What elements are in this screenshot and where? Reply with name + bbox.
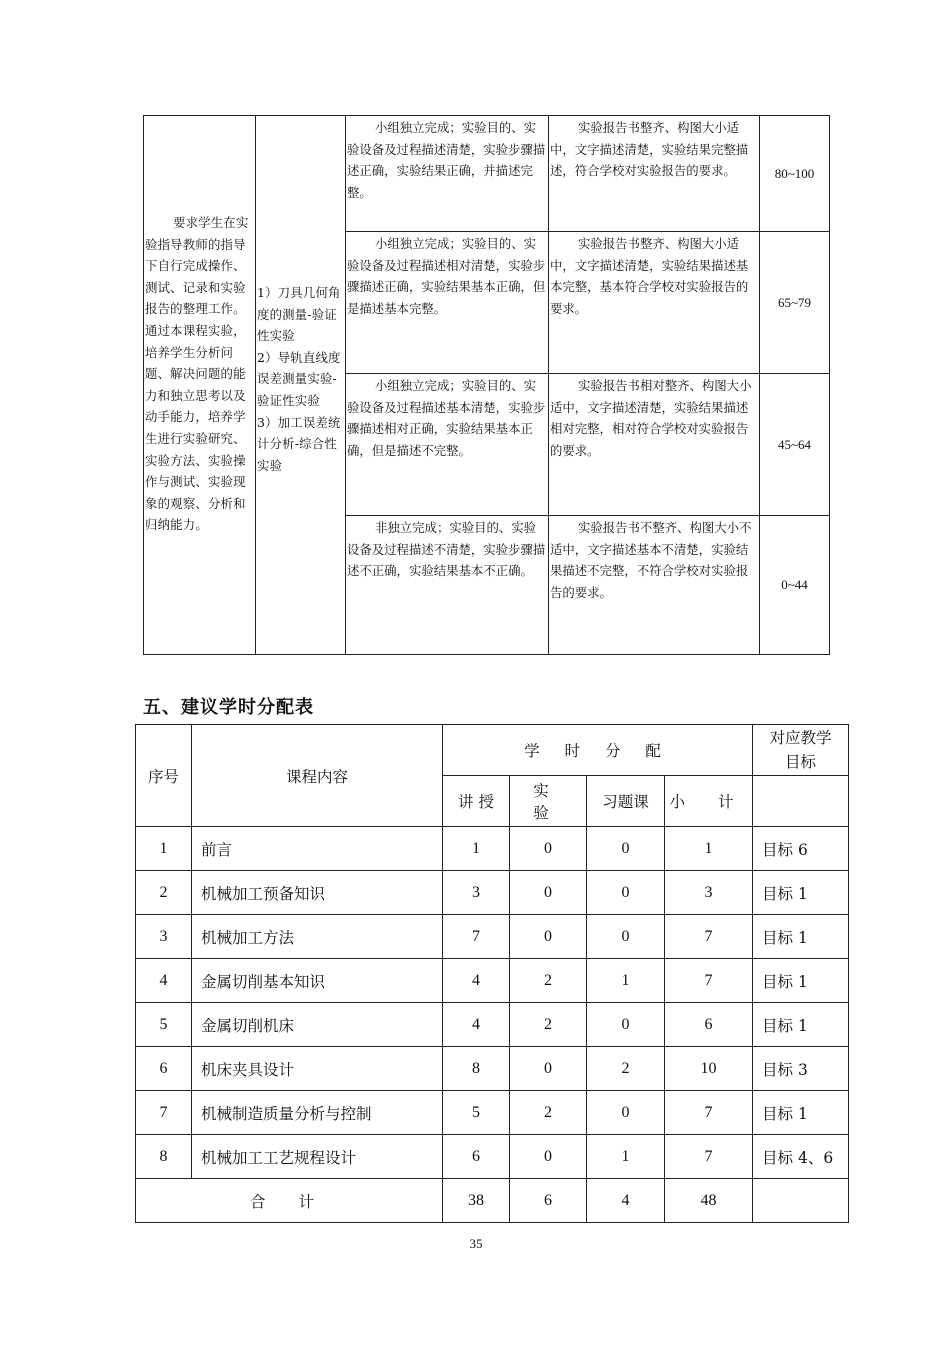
row-content: 金属切削基本知识 bbox=[192, 959, 443, 1003]
rubric-objective-text: 要求学生在实验指导教师的指导下自行完成操作、测试、记录和实验报告的整理工作。通过本课程实验，培养学生分析问题、解决问题的能力和独立思考以及动手能力，培养学生进行实验研究、实验方法、实验操作与测试、实验现象的观察、分析和归纳能力。 bbox=[145, 215, 249, 533]
row-exercise: 1 bbox=[587, 959, 665, 1003]
row-target: 目标 1 bbox=[753, 1091, 849, 1135]
hours-allocation-table bbox=[135, 724, 849, 1223]
row-target: 目标 3 bbox=[753, 1047, 849, 1091]
level-report-cell bbox=[549, 116, 760, 232]
rubric-objective-cell bbox=[144, 116, 256, 655]
table-row bbox=[136, 871, 849, 915]
header-row bbox=[136, 725, 849, 776]
header-lecture: 讲 授 bbox=[443, 776, 510, 827]
level-process-cell bbox=[346, 116, 549, 232]
row-seq: 7 bbox=[136, 1091, 192, 1135]
total-target bbox=[753, 1179, 849, 1223]
row-experiment: 2 bbox=[510, 959, 587, 1003]
level-process-cell bbox=[346, 374, 549, 516]
row-lecture: 1 bbox=[443, 827, 510, 871]
level-report-text: 实验报告书不整齐、构图大小不适中，文字描述基本不清楚，实验结果描述不完整，不符合学校对实验报告的要求。 bbox=[550, 520, 752, 600]
row-exercise: 0 bbox=[587, 871, 665, 915]
table-row bbox=[136, 1135, 849, 1179]
header-target: 对应教学目标 bbox=[753, 725, 849, 776]
row-content: 机械加工方法 bbox=[192, 915, 443, 959]
level-process-text: 小组独立完成；实验目的、实验设备及过程描述基本清楚，实验步骤描述相对正确，实验结果基本正确，但是描述不完整。 bbox=[347, 378, 546, 458]
section-title: 五、建议学时分配表 bbox=[143, 697, 314, 718]
level-score: 80~100 bbox=[760, 116, 830, 232]
assessment-rubric-table bbox=[143, 115, 830, 655]
row-experiment: 0 bbox=[510, 827, 587, 871]
row-subtotal: 10 bbox=[665, 1047, 753, 1091]
experiment-item: 1）刀具几何角度的测量-验证性实验 bbox=[257, 285, 341, 344]
row-lecture: 4 bbox=[443, 959, 510, 1003]
header-seq: 序号 bbox=[136, 725, 192, 827]
total-lecture: 38 bbox=[443, 1179, 510, 1223]
row-experiment: 0 bbox=[510, 1047, 587, 1091]
table-row bbox=[136, 1047, 849, 1091]
row-subtotal: 7 bbox=[665, 1091, 753, 1135]
header-content: 课程内容 bbox=[192, 725, 443, 827]
row-content: 机械加工预备知识 bbox=[192, 871, 443, 915]
rubric-row bbox=[144, 116, 830, 232]
header-exercise: 习题课 bbox=[587, 776, 665, 827]
row-content: 金属切削机床 bbox=[192, 1003, 443, 1047]
row-content: 机械制造质量分析与控制 bbox=[192, 1091, 443, 1135]
row-lecture: 5 bbox=[443, 1091, 510, 1135]
table-row bbox=[136, 827, 849, 871]
table-row bbox=[136, 959, 849, 1003]
row-lecture: 7 bbox=[443, 915, 510, 959]
row-seq: 6 bbox=[136, 1047, 192, 1091]
row-exercise: 1 bbox=[587, 1135, 665, 1179]
row-seq: 8 bbox=[136, 1135, 192, 1179]
table-row bbox=[136, 915, 849, 959]
row-target: 目标 4、6 bbox=[753, 1135, 849, 1179]
row-lecture: 3 bbox=[443, 871, 510, 915]
level-score: 65~79 bbox=[760, 232, 830, 374]
row-lecture: 8 bbox=[443, 1047, 510, 1091]
total-row bbox=[136, 1179, 849, 1223]
page-number: 35 bbox=[469, 1236, 483, 1251]
row-exercise: 0 bbox=[587, 1003, 665, 1047]
total-exercise: 4 bbox=[587, 1179, 665, 1223]
row-target: 目标 1 bbox=[753, 959, 849, 1003]
level-report-text: 实验报告书整齐、构图大小适中，文字描述清楚，实验结果描述基本完整，基本符合学校对实验报告的要求。 bbox=[550, 236, 749, 316]
row-subtotal: 3 bbox=[665, 871, 753, 915]
row-lecture: 6 bbox=[443, 1135, 510, 1179]
row-content: 前言 bbox=[192, 827, 443, 871]
level-score: 0~44 bbox=[760, 516, 830, 655]
total-experiment: 6 bbox=[510, 1179, 587, 1223]
level-score: 45~64 bbox=[760, 374, 830, 516]
table-row bbox=[136, 1091, 849, 1135]
level-process-text: 小组独立完成；实验目的、实验设备及过程描述清楚，实验步骤描述正确，实验结果正确，并描述完整。 bbox=[347, 120, 546, 200]
header-subtotal: 小 计 bbox=[665, 776, 753, 827]
level-report-cell bbox=[549, 232, 760, 374]
level-report-text: 实验报告书整齐、构图大小适中，文字描述清楚，实验结果完整描述，符合学校对实验报告的要求。 bbox=[550, 120, 749, 179]
row-exercise: 0 bbox=[587, 827, 665, 871]
total-label: 合 计 bbox=[136, 1179, 443, 1223]
header-allocation: 学 时 分 配 bbox=[443, 725, 753, 776]
row-target: 目标 1 bbox=[753, 871, 849, 915]
level-report-cell bbox=[549, 374, 760, 516]
level-process-cell bbox=[346, 232, 549, 374]
total-subtotal: 48 bbox=[665, 1179, 753, 1223]
row-experiment: 0 bbox=[510, 915, 587, 959]
experiment-item: 2）导轨直线度误差测量实验-验证性实验 bbox=[257, 349, 341, 408]
row-subtotal: 7 bbox=[665, 915, 753, 959]
row-seq: 5 bbox=[136, 1003, 192, 1047]
experiment-item: 3）加工误差统计分析-综合性实验 bbox=[257, 414, 341, 473]
row-experiment: 2 bbox=[510, 1003, 587, 1047]
row-experiment: 0 bbox=[510, 871, 587, 915]
row-content: 机床夹具设计 bbox=[192, 1047, 443, 1091]
rubric-experiments-cell bbox=[256, 116, 346, 655]
row-target: 目标 1 bbox=[753, 1003, 849, 1047]
level-process-cell bbox=[346, 516, 549, 655]
row-subtotal: 6 bbox=[665, 1003, 753, 1047]
level-report-cell bbox=[549, 516, 760, 655]
row-lecture: 4 bbox=[443, 1003, 510, 1047]
row-seq: 2 bbox=[136, 871, 192, 915]
row-subtotal: 1 bbox=[665, 827, 753, 871]
row-exercise: 0 bbox=[587, 1091, 665, 1135]
row-exercise: 2 bbox=[587, 1047, 665, 1091]
level-report-text: 实验报告书相对整齐、构图大小适中，文字描述清楚，实验结果描述相对完整，相对符合学校对实验报告的要求。 bbox=[550, 378, 752, 458]
header-experiment: 实 验 bbox=[510, 776, 587, 827]
row-target: 目标 1 bbox=[753, 915, 849, 959]
row-exercise: 0 bbox=[587, 915, 665, 959]
table-row bbox=[136, 1003, 849, 1047]
level-process-text: 非独立完成；实验目的、实验设备及过程描述不清楚，实验步骤描述不正确，实验结果基本不正确。 bbox=[347, 520, 546, 579]
row-seq: 4 bbox=[136, 959, 192, 1003]
row-seq: 1 bbox=[136, 827, 192, 871]
row-subtotal: 7 bbox=[665, 1135, 753, 1179]
row-experiment: 2 bbox=[510, 1091, 587, 1135]
header-target-blank bbox=[753, 776, 849, 827]
row-experiment: 0 bbox=[510, 1135, 587, 1179]
row-seq: 3 bbox=[136, 915, 192, 959]
row-subtotal: 7 bbox=[665, 959, 753, 1003]
row-target: 目标 6 bbox=[753, 827, 849, 871]
row-content: 机械加工工艺规程设计 bbox=[192, 1135, 443, 1179]
level-process-text: 小组独立完成；实验目的、实验设备及过程描述相对清楚，实验步骤描述正确，实验结果基本正确，但是描述基本完整。 bbox=[347, 236, 546, 316]
